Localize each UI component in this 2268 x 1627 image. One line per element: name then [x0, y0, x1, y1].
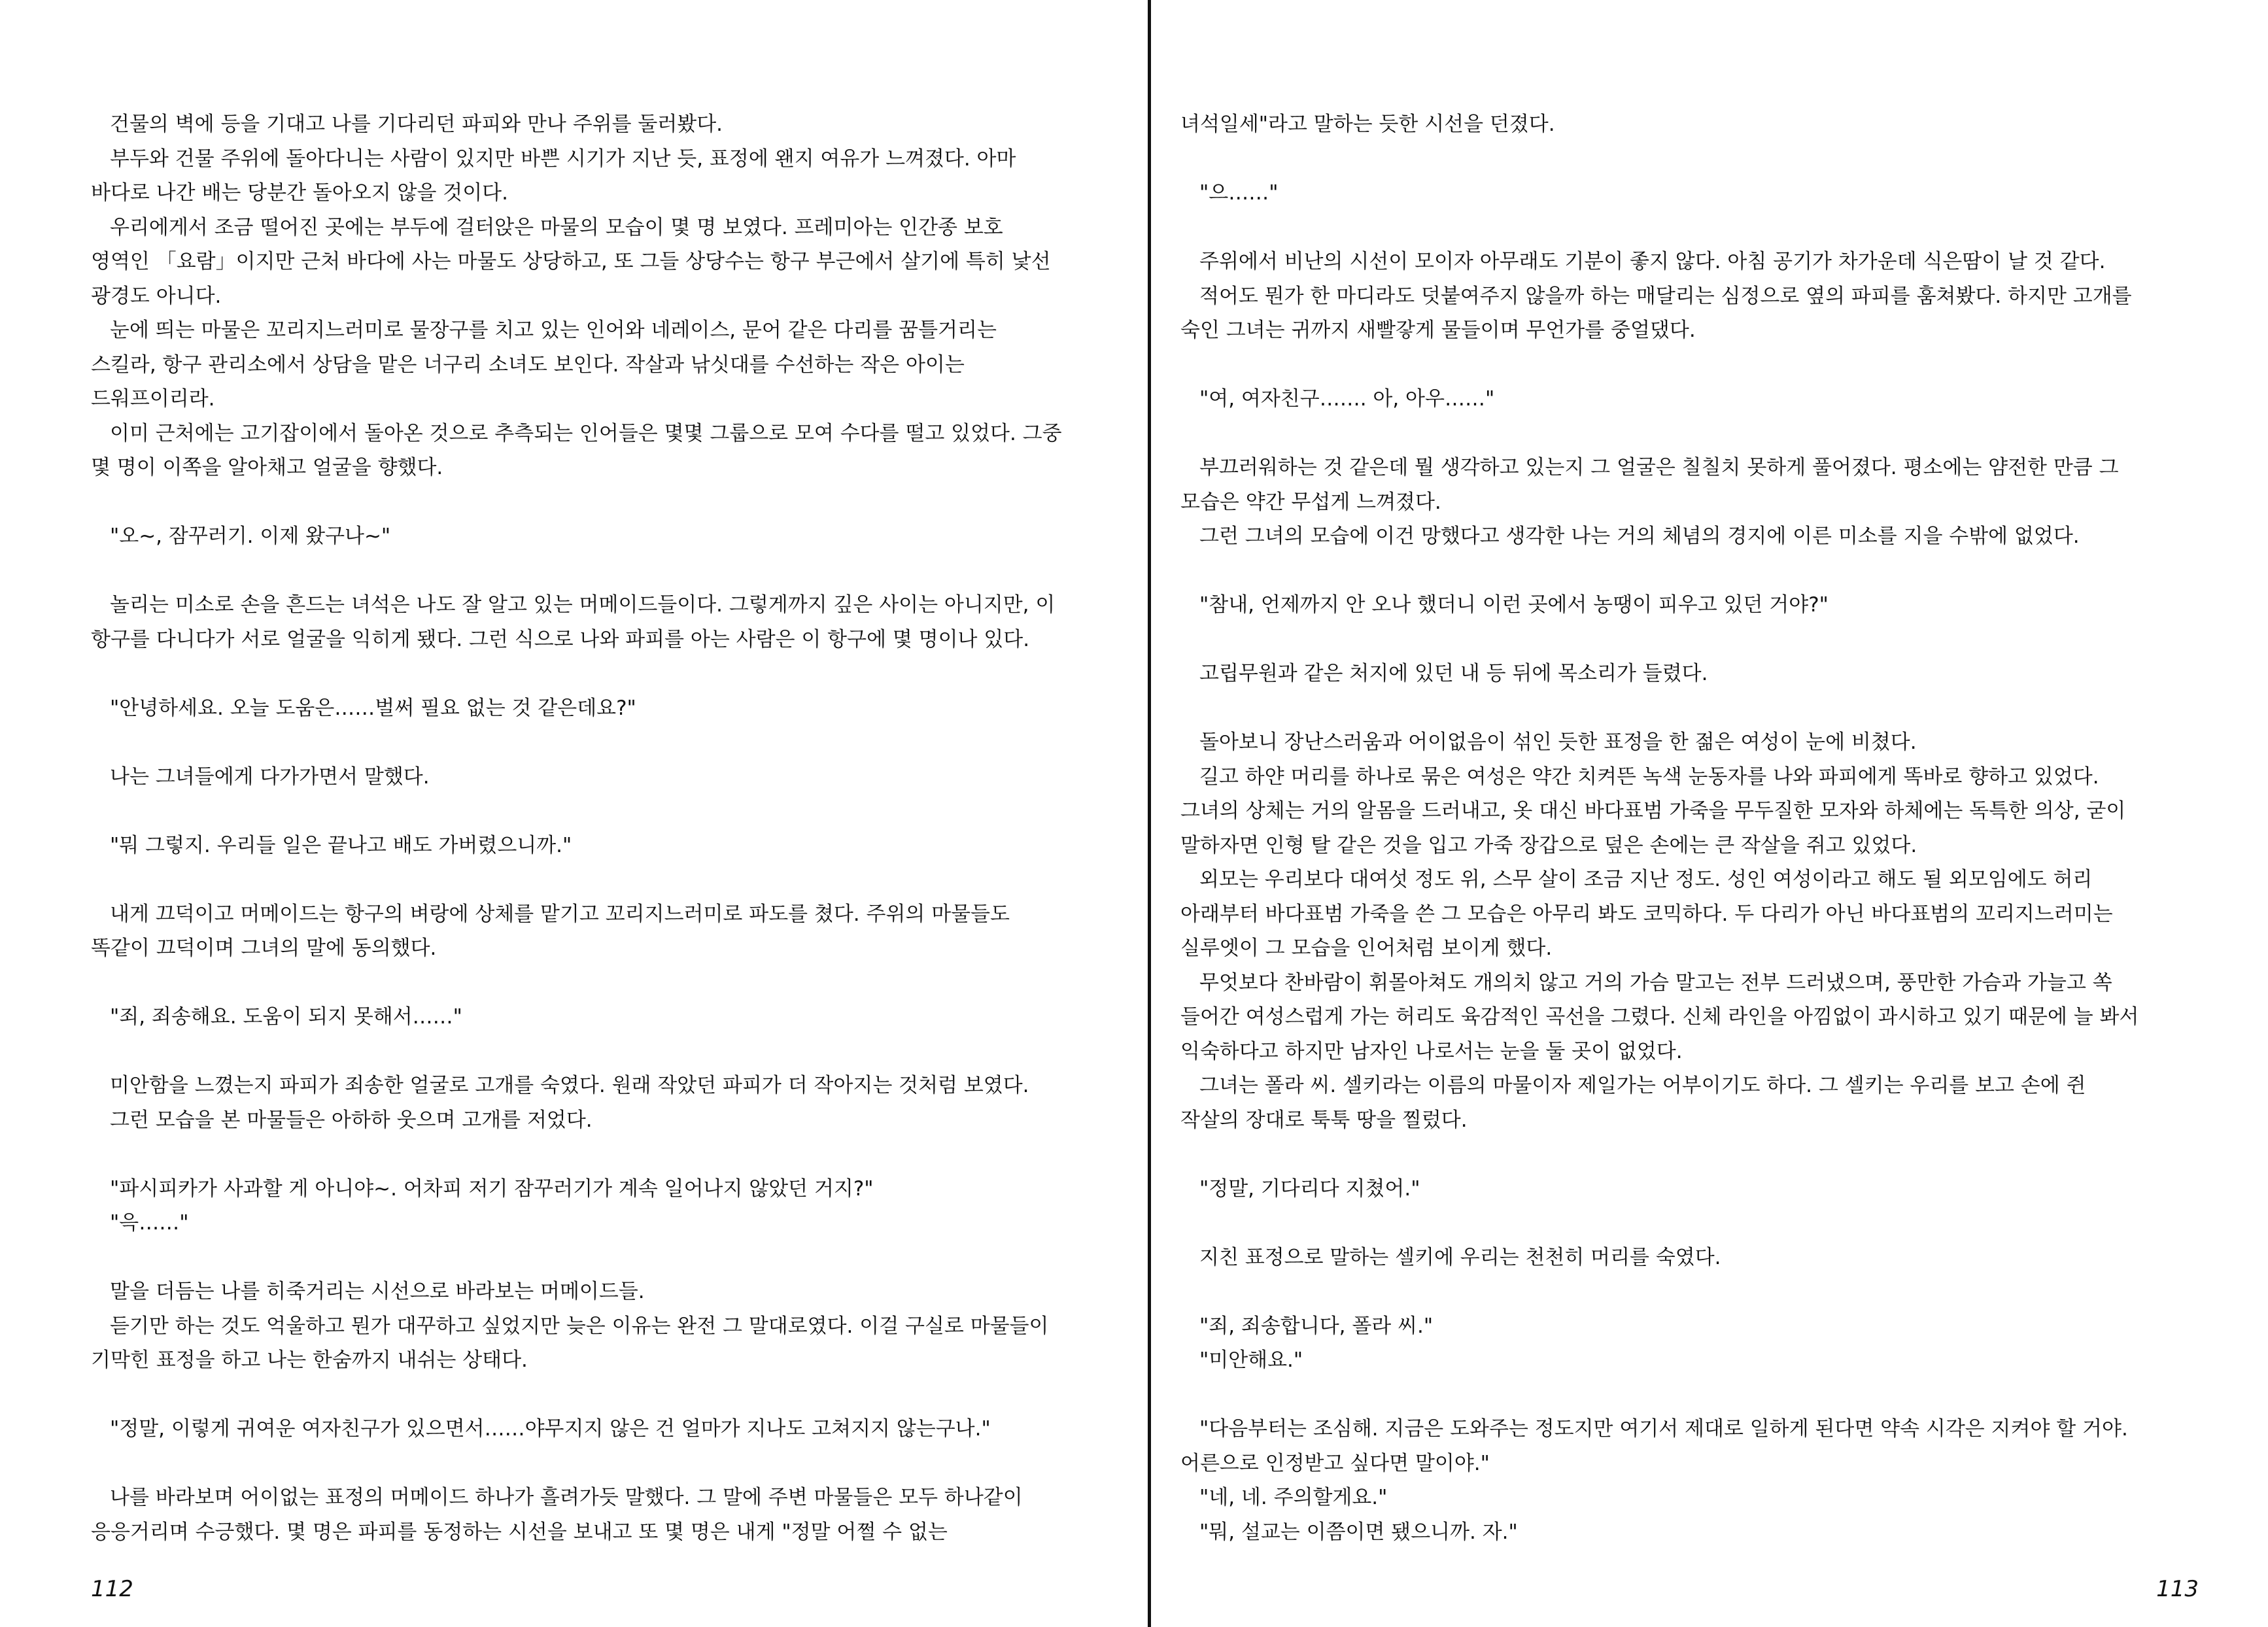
text-line: 모습은 약간 무섭게 느껴졌다. [1180, 490, 1441, 514]
text-line: 들어간 여성스럽게 가는 허리도 육감적인 곡선을 그렸다. 신체 라인을 아낌없이 과시하고 있기 때문에 늘 봐서 [1180, 1005, 2139, 1029]
text-line: 미안함을 느꼈는지 파피가 죄송한 얼굴로 고개를 숙였다. 원래 작았던 파피가 더 작아지는 것처럼 보였다. [110, 1074, 1029, 1097]
page-number: 113 [2156, 1576, 2199, 1602]
page-text [91, 107, 1062, 1549]
blank-line [1180, 211, 2139, 245]
blank-line [1180, 1137, 2139, 1172]
text-line: "정말, 이렇게 귀여운 여자친구가 있으면서……야무지지 않은 건 얼마가 지나도 고쳐지지 않는구나." [110, 1417, 991, 1441]
blank-line [91, 554, 1062, 589]
text-line: 이미 근처에는 고기잡이에서 돌아온 것으로 추측되는 인어들은 몇몇 그룹으로 모여 수다를 떨고 있었다. 그중 [110, 421, 1062, 445]
text-line: 말을 더듬는 나를 히죽거리는 시선으로 바라보는 머메이드들. [110, 1280, 645, 1303]
text-line: 드워프이리라. [91, 387, 215, 411]
text-line: "오~, 잠꾸러기. 이제 왔구나~" [110, 524, 391, 548]
text-line: 지친 표정으로 말하는 셀키에 우리는 천천히 머리를 숙였다. [1199, 1245, 1721, 1269]
text-line: "파시피카가 사과할 게 아니야~. 어차피 저기 잠꾸러기가 계속 일어나지 않았던 거지?" [110, 1176, 874, 1201]
text-line: 듣기만 하는 것도 억울하고 뭔가 대꾸하고 싶었지만 늦은 이유는 완전 그 말대로였다. 이걸 구실로 마물들이 [110, 1314, 1049, 1338]
text-line: "뭐, 설교는 이쯤이면 됐으니까. 자." [1199, 1520, 1518, 1544]
text-line: 항구를 다니다가 서로 얼굴을 익히게 됐다. 그런 식으로 나와 파피를 아는 사람은 이 항구에 몇 명이나 있다. [91, 627, 1030, 651]
text-line: 응응거리며 수긍했다. 몇 명은 파피를 동정하는 시선을 보내고 또 몇 명은 내게 "정말 어쩔 수 없는 [91, 1520, 948, 1544]
right-page [1151, 0, 2268, 1627]
text-line: 부두와 건물 주위에 돌아다니는 사람이 있지만 바쁜 시기가 지난 듯, 표정에 왠지 여유가 느껴졌다. 아마 [110, 146, 1016, 171]
text-line: 어른으로 인정받고 싶다면 말이야." [1180, 1451, 1490, 1475]
text-line: 스킬라, 항구 관리소에서 상담을 맡은 너구리 소녀도 보인다. 작살과 낚싯대를 수선하는 작은 아이는 [91, 352, 965, 377]
blank-line [1180, 1206, 2139, 1241]
blank-line [1180, 1275, 2139, 1309]
text-line: 우리에게서 조금 떨어진 곳에는 부두에 걸터앉은 마물의 모습이 몇 명 보였다. 프레미아는 인간종 보호 [110, 215, 1003, 239]
text-line: 돌아보니 장난스러움과 어이없음이 섞인 듯한 표정을 한 젊은 여성이 눈에 비쳤다. [1199, 730, 1917, 754]
text-line: 몇 명이 이쪽을 알아채고 얼굴을 향했다. [91, 456, 443, 479]
blank-line [1180, 623, 2139, 657]
text-line: 주위에서 비난의 시선이 모이자 아무래도 기분이 좋지 않다. 아침 공기가 차가운데 식은땀이 날 것 같다. [1199, 250, 2106, 273]
blank-line [91, 657, 1062, 691]
text-line: 말하자면 인형 탈 같은 것을 입고 가죽 장갑으로 덮은 손에는 큰 작살을 쥐고 있었다. [1180, 833, 1917, 857]
blank-line [91, 1241, 1062, 1275]
text-line: 그런 모습을 본 마물들은 아하하 웃으며 고개를 저었다. [110, 1108, 593, 1132]
text-line: "윽……" [110, 1211, 189, 1235]
text-line: "으……" [1199, 181, 1279, 205]
blank-line [1180, 348, 2139, 383]
blank-line [91, 1035, 1062, 1069]
text-line: 나를 바라보며 어이없는 표정의 머메이드 하나가 흘려가듯 말했다. 그 말에 주변 마물들은 모두 하나같이 [110, 1486, 1023, 1509]
text-line: 숙인 그녀는 귀까지 새빨갛게 물들이며 무언가를 중얼댔다. [1180, 318, 1696, 342]
text-line: 그녀의 상체는 거의 알몸을 드러내고, 옷 대신 바다표범 가죽을 무두질한 모자와 하체에는 독특한 의상, 굳이 [1180, 799, 2126, 823]
text-line: 눈에 띄는 마물은 꼬리지느러미로 물장구를 치고 있는 인어와 네레이스, 문어 같은 다리를 꿈틀거리는 [110, 318, 997, 342]
text-line: "정말, 기다리다 지쳤어." [1199, 1176, 1420, 1201]
text-line: "죄, 죄송합니다, 폴라 씨." [1199, 1314, 1434, 1338]
page-text [1180, 107, 2139, 1549]
text-line: 익숙하다고 하지만 남자인 나로서는 눈을 둘 곳이 없었다. [1180, 1039, 1683, 1063]
text-line: 그녀는 폴라 씨. 셀키라는 이름의 마물이자 제일가는 어부이기도 하다. 그 셀키는 우리를 보고 손에 쥔 [1199, 1074, 2086, 1097]
text-line: 작살의 장대로 툭툭 땅을 찔렀다. [1180, 1108, 1468, 1132]
text-line: 기막힌 표정을 하고 나는 한숨까지 내쉬는 상태다. [91, 1348, 528, 1372]
blank-line [1180, 1378, 2139, 1413]
blank-line [91, 485, 1062, 520]
text-line: 고립무원과 같은 처지에 있던 내 등 뒤에 목소리가 들렸다. [1199, 662, 1708, 685]
text-line: 녀석일세"라고 말하는 듯한 시선을 던졌다. [1180, 112, 1555, 136]
blank-line [1180, 142, 2139, 177]
text-line: 적어도 뭔가 한 마디라도 덧붙여주지 않을까 하는 매달리는 심정으로 옆의 파피를 훔쳐봤다. 하지만 고개를 [1199, 284, 2132, 308]
text-line: "여, 여자친구……. 아, 아우……" [1199, 387, 1495, 411]
text-line: 놀리는 미소로 손을 흔드는 녀석은 나도 잘 알고 있는 머메이드들이다. 그렇게까지 깊은 사이는 아니지만, 이 [110, 593, 1056, 617]
blank-line [91, 1378, 1062, 1413]
blank-line [91, 1137, 1062, 1172]
text-line: 똑같이 끄덕이며 그녀의 말에 동의했다. [91, 936, 437, 960]
text-line: "참내, 언제까지 안 오나 했더니 이런 곳에서 농땡이 피우고 있던 거야?" [1199, 593, 1829, 617]
blank-line [91, 1447, 1062, 1481]
text-line: "네, 네. 주의할게요." [1199, 1486, 1388, 1509]
text-line: "안녕하세요. 오늘 도움은……벌써 필요 없는 것 같은데요?" [110, 696, 636, 720]
text-line: 내게 끄덕이고 머메이드는 항구의 벼랑에 상체를 맡기고 꼬리지느러미로 파도를 쳤다. 주위의 마물들도 [110, 902, 1010, 926]
blank-line [91, 725, 1062, 760]
text-line: 그런 그녀의 모습에 이건 망했다고 생각한 나는 거의 체념의 경지에 이른 미소를 지을 수밖에 없었다. [1199, 524, 2080, 548]
text-line: 무엇보다 찬바람이 휘몰아쳐도 개의치 않고 거의 가슴 말고는 전부 드러냈으며, 풍만한 가슴과 가늘고 쏙 [1199, 970, 2112, 995]
blank-line [91, 794, 1062, 829]
text-line: 광경도 아니다. [91, 284, 222, 308]
text-line: 길고 하얀 머리를 하나로 묶은 여성은 약간 치켜뜬 녹색 눈동자를 나와 파피에게 똑바로 향하고 있었다. [1199, 764, 2099, 789]
blank-line [1180, 417, 2139, 451]
text-line: "다음부터는 조심해. 지금은 도와주는 정도지만 여기서 제대로 일하게 된다면 약속 시각은 지켜야 할 거야. [1199, 1417, 2128, 1441]
blank-line [91, 966, 1062, 1001]
text-line: 건물의 벽에 등을 기대고 나를 기다리던 파피와 만나 주위를 둘러봤다. [110, 112, 723, 136]
text-line: 아래부터 바다표범 가죽을 쓴 그 모습은 아무리 봐도 코믹하다. 두 다리가 아닌 바다표범의 꼬리지느러미는 [1180, 902, 2113, 926]
text-line: 부끄러워하는 것 같은데 뭘 생각하고 있는지 그 얼굴은 칠칠치 못하게 풀어졌다. 평소에는 얌전한 만큼 그 [1199, 456, 2119, 479]
blank-line [1180, 691, 2139, 726]
page-number: 112 [91, 1576, 133, 1602]
text-line: 영역인 「요람」이지만 근처 바다에 사는 마물도 상당하고, 또 그들 상당수는 항구 부근에서 살기에 특히 낯선 [91, 250, 1051, 273]
text-line: 실루엣이 그 모습을 인어처럼 보이게 했다. [1180, 936, 1553, 960]
text-line: "뭐 그렇지. 우리들 일은 끝나고 배도 가버렸으니까." [110, 833, 572, 857]
text-line: 나는 그녀들에게 다가가면서 말했다. [110, 764, 430, 789]
text-line: 바다로 나간 배는 당분간 돌아오지 않을 것이다. [91, 181, 508, 205]
blank-line [91, 863, 1062, 897]
text-line: 외모는 우리보다 대여섯 정도 위, 스무 살이 조금 지난 정도. 성인 여성이라고 해도 될 외모임에도 허리 [1199, 868, 2093, 891]
text-line: "죄, 죄송해요. 도움이 되지 못해서……" [110, 1005, 462, 1029]
blank-line [1180, 554, 2139, 589]
text-line: "미안해요." [1199, 1348, 1303, 1372]
